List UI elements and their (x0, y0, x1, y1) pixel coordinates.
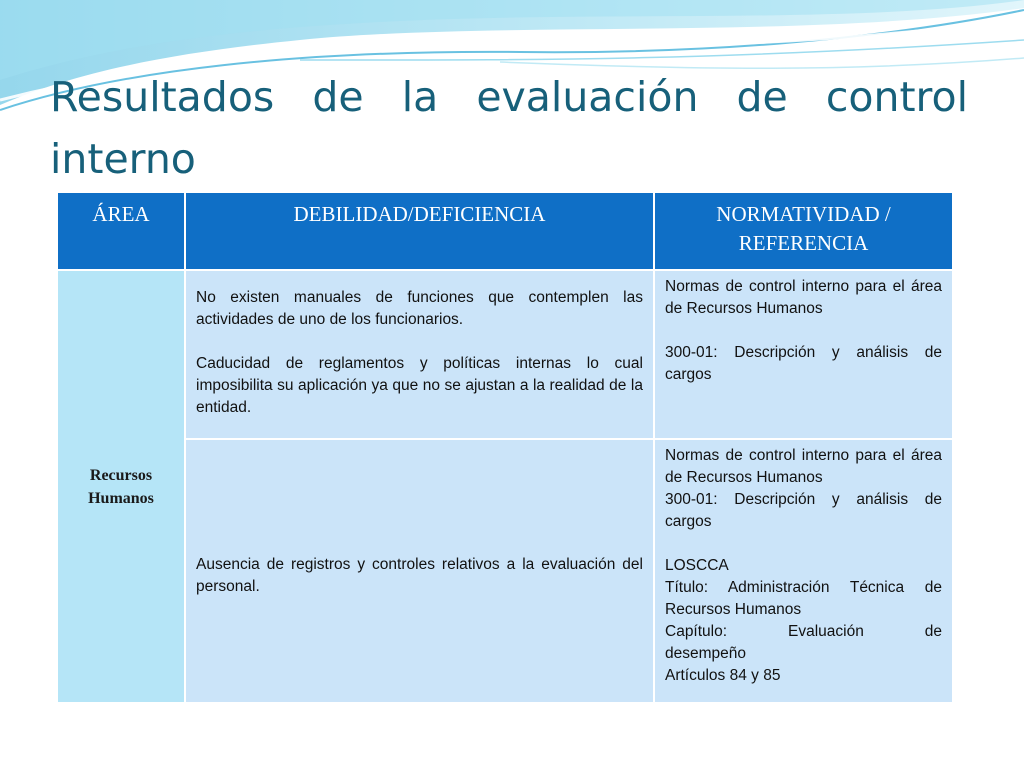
normatividad-cell (655, 440, 952, 702)
header-normatividad: NORMATIVIDAD / REFERENCIA (655, 193, 952, 269)
area-label: Recursos Humanos (88, 466, 154, 507)
normatividad-text: 300-01: Descripción y análisis de cargos (665, 344, 942, 383)
table-row (58, 271, 952, 438)
normatividad-text (665, 621, 942, 643)
normatividad-text: Artículos 84 y 85 (665, 667, 781, 684)
header-area: ÁREA (58, 193, 184, 269)
area-cell (58, 271, 184, 702)
debilidad-text: No existen manuales de funciones que contemplen las actividades de uno de los funcionarios. (196, 289, 643, 328)
debilidad-text: Caducidad de reglamentos y políticas internas lo cual imposibilita su aplicación ya que no se ajustan a la realidad de la entidad. (196, 355, 643, 416)
table-header-row (58, 193, 952, 269)
slide-title: Resultados de la evaluación de control interno (50, 73, 968, 183)
chapter-word: Evaluación (787, 623, 864, 640)
table-row (58, 440, 952, 702)
normatividad-cell (655, 271, 952, 438)
chapter-label: Capítulo: (665, 623, 728, 640)
header-debilidad: DEBILIDAD/DEFICIENCIA (186, 193, 653, 269)
normatividad-text: Normas de control interno para el área de Recursos Humanos (665, 278, 942, 317)
normatividad-text: Título: Administración Técnica de Recursos Humanos (665, 579, 942, 618)
normatividad-text: desempeño (665, 645, 747, 662)
chapter-word: de (924, 623, 942, 640)
debilidad-cell (186, 440, 653, 702)
debilidad-cell (186, 271, 653, 438)
normatividad-text: 300-01: Descripción y análisis de cargos (665, 491, 942, 530)
evaluation-table (56, 191, 954, 704)
debilidad-text: Ausencia de registros y controles relativos a la evaluación del personal. (196, 556, 643, 595)
normatividad-text: Normas de control interno para el área de Recursos Humanos (665, 447, 942, 486)
normatividad-text: LOSCCA (665, 557, 729, 574)
